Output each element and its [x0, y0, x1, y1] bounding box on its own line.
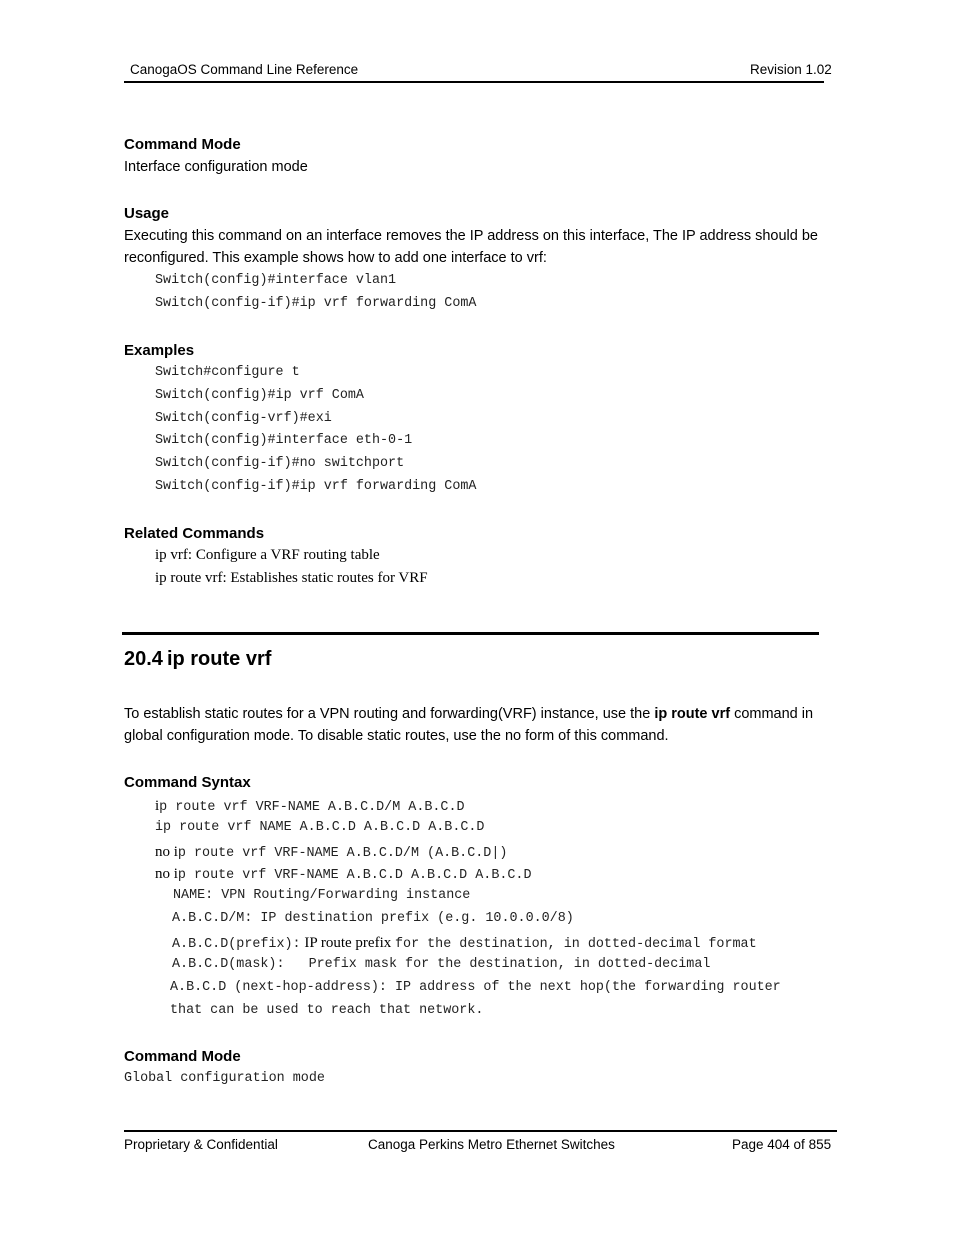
syntax-param: A.B.C.D(prefix): IP route prefix for the destination, in dotted-decimal format — [172, 935, 757, 952]
related-commands-heading: Related Commands — [124, 525, 265, 542]
syntax-param: A.B.C.D/M: IP destination prefix (e.g. 10.0.0.0/8) — [172, 911, 574, 926]
example-code-line: Switch(config-if)#ip vrf forwarding ComA — [155, 479, 477, 494]
header-revision: Revision 1.02 — [750, 62, 832, 77]
syntax-param: NAME: VPN Routing/Forwarding instance — [173, 888, 471, 903]
usage-code-line: Switch(config-if)#ip vrf forwarding ComA — [155, 296, 477, 311]
command-mode-text: Global configuration mode — [124, 1071, 325, 1086]
section-rule — [122, 632, 819, 635]
section-intro: To establish static routes for a VPN routing and forwarding(VRF) instance, use the ip route vrf command in global configuration mode. To disable static routes, use the no form of this command. — [124, 706, 814, 744]
example-code-line: Switch(config)#interface eth-0-1 — [155, 433, 413, 448]
section-number: 20.4 — [124, 648, 163, 670]
usage-line-2: reconfigured. This example shows how to add one interface to vrf: — [124, 250, 547, 266]
usage-line-1: Executing this command on an interface removes the IP address on this interface, The IP address should be — [124, 228, 818, 244]
example-code-line: Switch#configure t — [155, 365, 300, 380]
command-syntax-heading: Command Syntax — [124, 774, 251, 791]
footer-page-number: Page 404 of 855 — [732, 1137, 832, 1152]
header-rule — [124, 81, 824, 83]
syntax-param: A.B.C.D (next-hop-address): IP address of the next hop(the forwarding router — [170, 980, 781, 995]
syntax-line: ip route vrf VRF-NAME A.B.C.D/M A.B.C.D — [155, 798, 465, 815]
example-code-line: Switch(config-vrf)#exi — [155, 411, 332, 426]
section-title — [124, 648, 271, 671]
syntax-param: A.B.C.D(mask): Prefix mask for the destination, in dotted-decimal — [172, 957, 711, 972]
footer-rule — [124, 1130, 837, 1132]
usage-heading: Usage — [124, 205, 170, 222]
command-mode-text: Interface configuration mode — [124, 159, 308, 175]
command-mode-heading: Command Mode — [124, 136, 241, 153]
section-name: ip route vrf — [166, 648, 272, 670]
example-code-line: Switch(config-if)#no switchport — [155, 456, 405, 471]
syntax-param: that can be used to reach that network. — [170, 1003, 484, 1018]
related-command-item: ip route vrf: Establishes static routes for VRF — [155, 570, 428, 586]
header-title: CanogaOS Command Line Reference — [130, 62, 359, 77]
syntax-line: no ip route vrf VRF-NAME A.B.C.D/M (A.B.C.D|) — [155, 844, 508, 861]
command-mode-heading: Command Mode — [124, 1048, 241, 1065]
syntax-line: ip route vrf NAME A.B.C.D A.B.C.D A.B.C.D — [155, 820, 485, 835]
examples-heading: Examples — [124, 342, 195, 359]
syntax-line: no ip route vrf VRF-NAME A.B.C.D A.B.C.D A.B.C.D — [155, 866, 532, 883]
footer-left: Proprietary & Confidential — [124, 1137, 278, 1152]
command-name-bold: ip route vrf — [654, 706, 731, 722]
example-code-line: Switch(config)#ip vrf ComA — [155, 388, 364, 403]
related-command-item: ip vrf: Configure a VRF routing table — [155, 547, 380, 563]
usage-code-line: Switch(config)#interface vlan1 — [155, 273, 397, 288]
footer-center: Canoga Perkins Metro Ethernet Switches — [368, 1137, 615, 1152]
